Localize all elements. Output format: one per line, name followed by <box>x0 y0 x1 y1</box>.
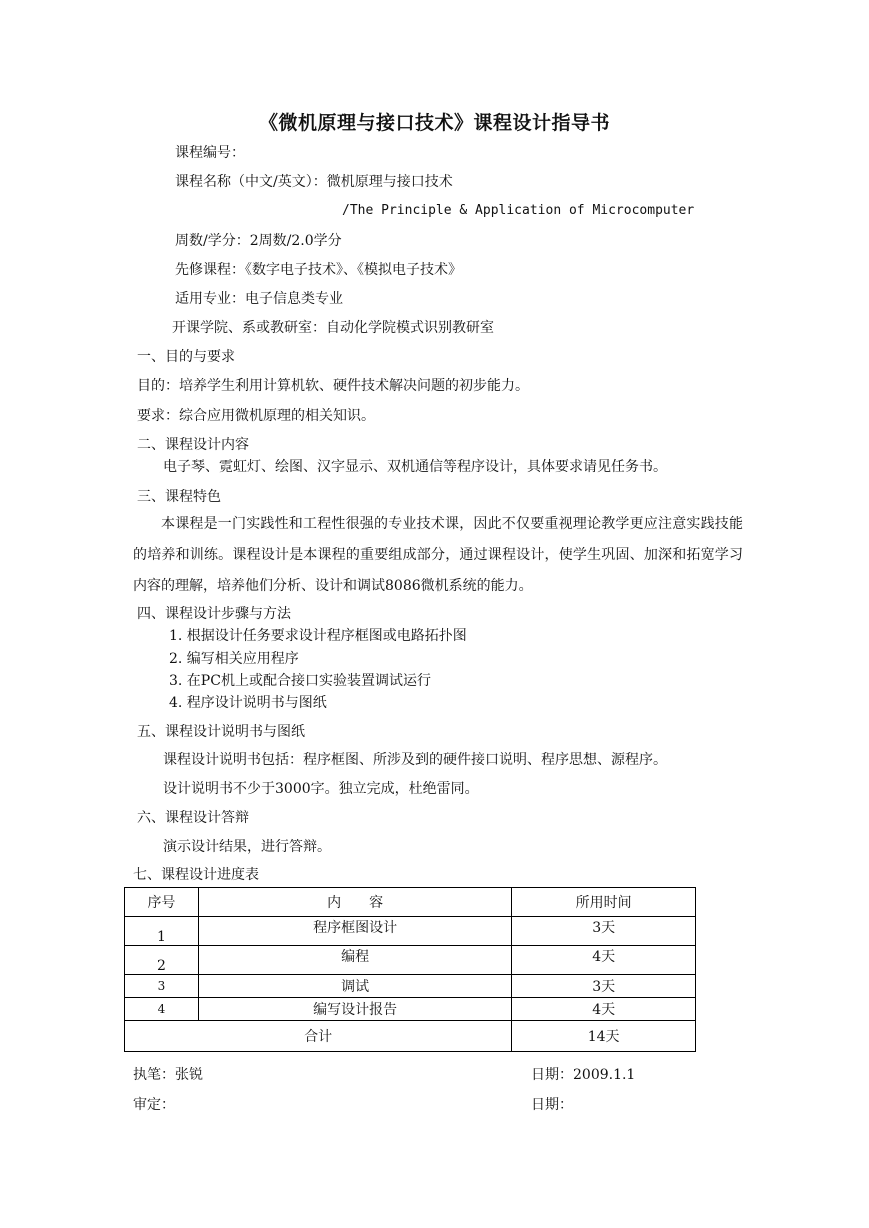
row-number: 1 <box>125 917 199 946</box>
row-content: 编写设计报告 <box>198 998 511 1021</box>
table-total-row <box>125 1021 696 1052</box>
row-content: 调试 <box>198 975 511 998</box>
course-code: 课程编号： <box>175 145 245 161</box>
row-number: 4 <box>125 998 199 1021</box>
section-4-step-2: 2. 编写相关应用程序 <box>169 651 299 667</box>
row-time: 3天 <box>512 917 696 946</box>
section-3-body: 本课程是一门实践性和工程性很强的专业技术课，因此不仅要重视理论教学更应注意实践技能的培养和训练。课程设计是本课程的重要组成部分，通过课程设计，使学生巩固、加深和拓宽学习内容的理解，培养他们分析、设计和调试8086微机系统的能力。 <box>133 516 743 594</box>
prerequisites: 先修课程：《数字电子技术》、《模拟电子技术》 <box>175 262 462 278</box>
reviewer: 审定： <box>133 1097 175 1113</box>
section-3-heading: 三、课程特色 <box>137 489 221 505</box>
section-5-line-1: 课程设计说明书包括：程序框图、所涉及到的硬件接口说明、程序思想、源程序。 <box>163 752 667 768</box>
table-row <box>125 998 696 1021</box>
row-content: 编程 <box>198 946 511 975</box>
section-5-line-2: 设计说明书不少于3000字。独立完成，杜绝雷同。 <box>163 781 479 797</box>
section-1-goal: 目的：培养学生利用计算机软、硬件技术解决问题的初步能力。 <box>137 378 529 394</box>
header-time: 所用时间 <box>512 888 696 917</box>
row-number: 2 <box>125 946 199 975</box>
section-4-step-1: 1. 根据设计任务要求设计程序框图或电路拓扑图 <box>169 628 467 644</box>
author: 执笔：张锐 <box>133 1067 203 1083</box>
row-time: 4天 <box>512 998 696 1021</box>
header-number: 序号 <box>125 888 199 917</box>
document-title: 《微机原理与接口技术》课程设计指导书 <box>258 112 610 134</box>
weeks-credits: 周数/学分：2周数/2.0学分 <box>175 233 342 249</box>
section-7-heading: 七、课程设计进度表 <box>133 867 259 883</box>
section-6-heading: 六、课程设计答辩 <box>137 810 249 826</box>
table-row <box>125 946 696 975</box>
row-content: 程序框图设计 <box>198 917 511 946</box>
section-6-body: 演示设计结果，进行答辩。 <box>163 839 331 855</box>
section-2-heading: 二、课程设计内容 <box>137 437 249 453</box>
section-5-heading: 五、课程设计说明书与图纸 <box>137 724 305 740</box>
row-time: 3天 <box>512 975 696 998</box>
section-4-step-4: 4. 程序设计说明书与图纸 <box>169 695 327 711</box>
row-number: 3 <box>125 975 199 998</box>
section-1-heading: 一、目的与要求 <box>137 349 235 365</box>
course-name: 课程名称（中文/英文）：微机原理与接口技术 <box>175 174 453 190</box>
table-header-row <box>125 888 696 917</box>
header-content: 内 容 <box>198 888 511 917</box>
applicable-majors: 适用专业：电子信息类专业 <box>175 291 343 307</box>
section-2-body: 电子琴、霓虹灯、绘图、汉字显示、双机通信等程序设计，具体要求请见任务书。 <box>163 459 667 475</box>
total-label: 合计 <box>125 1021 512 1052</box>
author-date: 日期：2009.1.1 <box>531 1067 636 1083</box>
total-time: 14天 <box>512 1021 696 1052</box>
schedule-table <box>124 887 696 1052</box>
section-1-requirement: 要求：综合应用微机原理的相关知识。 <box>137 408 375 424</box>
department: 开课学院、系或教研室：自动化学院模式识别教研室 <box>172 320 494 336</box>
table-row <box>125 975 696 998</box>
reviewer-date: 日期： <box>531 1097 573 1113</box>
section-4-step-3: 3. 在PC机上或配合接口实验装置调试运行 <box>169 673 431 689</box>
course-name-english: /The Principle & Application of Microcomputer <box>342 203 695 218</box>
row-time: 4天 <box>512 946 696 975</box>
section-4-heading: 四、课程设计步骤与方法 <box>137 606 291 622</box>
table-row <box>125 917 696 946</box>
